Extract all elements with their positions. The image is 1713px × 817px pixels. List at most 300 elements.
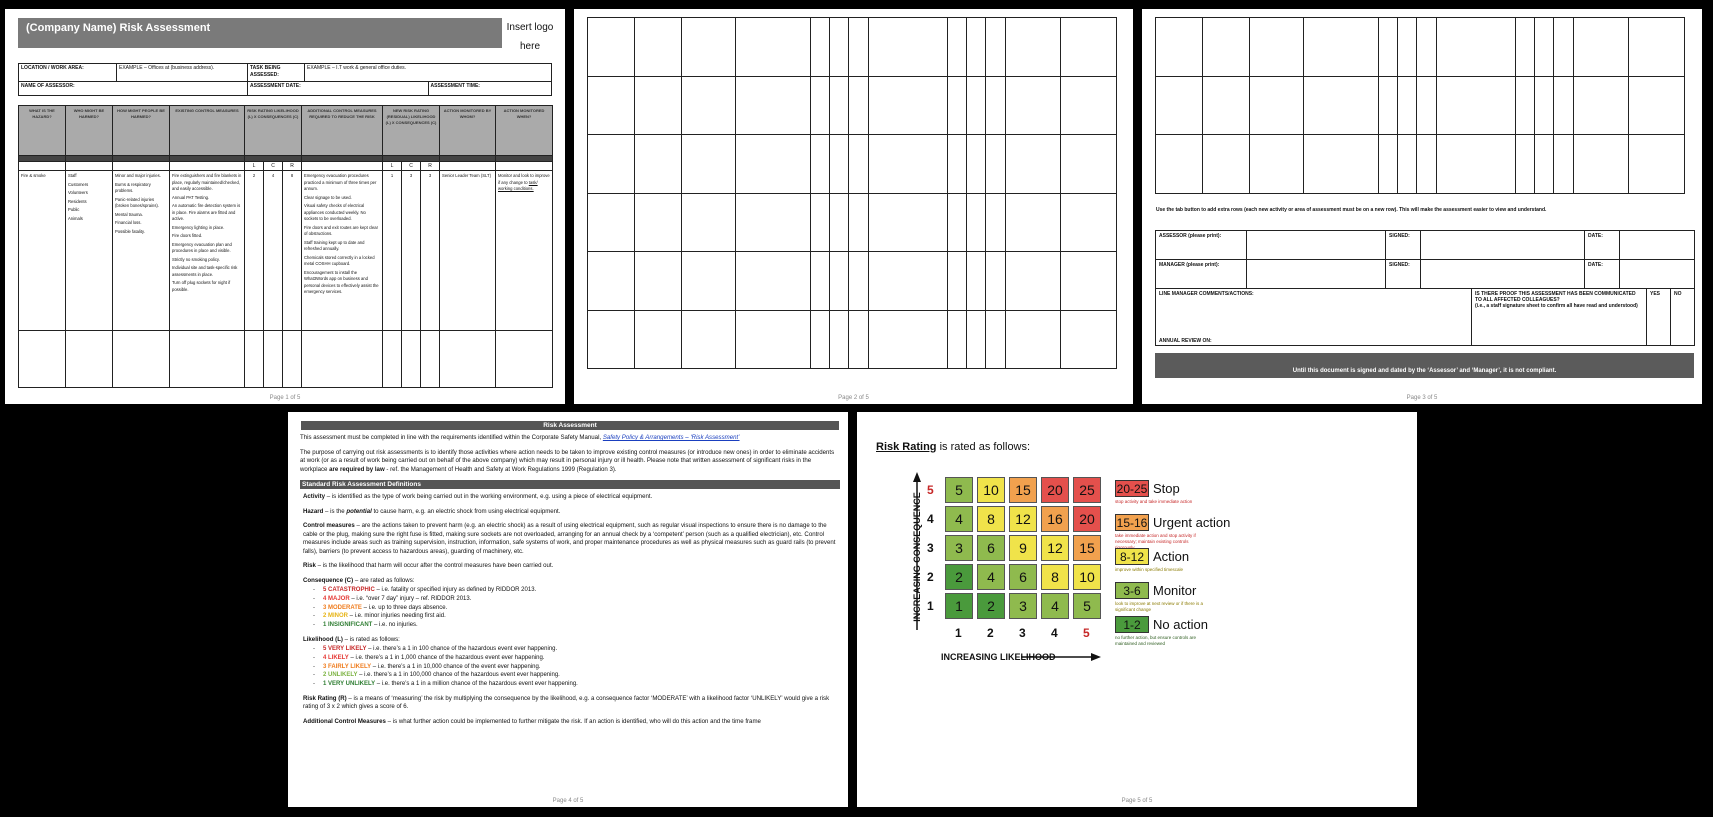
assessor-date-label: DATE:	[1585, 231, 1620, 260]
matrix-cell: 3	[1009, 593, 1037, 619]
empty-cell[interactable]	[1061, 135, 1117, 194]
cell-line: Customers	[68, 181, 89, 187]
empty-cell[interactable]	[588, 310, 635, 369]
who-cell[interactable]	[66, 171, 113, 331]
empty-cell[interactable]	[735, 252, 810, 311]
empty-cell[interactable]	[986, 135, 1005, 194]
empty-cell[interactable]	[635, 135, 682, 194]
cell-line: Individual site and task-specific risk assessments in place.	[172, 265, 238, 277]
empty-cell[interactable]	[1061, 18, 1117, 77]
cell-line: Fire doors fitted.	[172, 233, 203, 238]
empty-cell[interactable]	[1061, 310, 1117, 369]
purpose-text: The purpose of carrying out risk assessments is to identify those activities where action needs to be taken to improve existing control measures (or introduce new ones) in order to eliminate accidents at work (or as a result of work being carried out on behalf of the above company) which may result in personal injury or ill health. Please note that written assessment of significant risks in the workplace	[300, 448, 835, 473]
cell-line: Staff training kept up to date and refreshed annually.	[304, 239, 365, 251]
empty-cell[interactable]	[947, 76, 966, 135]
empty-cell[interactable]	[967, 252, 986, 311]
matrix-cell: 12	[1041, 535, 1069, 561]
empty-cell[interactable]	[1005, 18, 1061, 77]
matrix-cell: 2	[977, 593, 1005, 619]
legend-range: 15-16	[1116, 515, 1148, 530]
matrix-cell: 4	[945, 506, 973, 532]
empty-cell[interactable]	[1629, 18, 1685, 77]
manager-signed-label: SIGNED:	[1386, 260, 1421, 289]
empty-cell[interactable]	[947, 18, 966, 77]
empty-cell[interactable]	[1303, 76, 1378, 135]
empty-cell[interactable]	[1061, 252, 1117, 311]
page-number: Page 4 of 5	[552, 798, 584, 804]
empty-cell[interactable]	[1417, 76, 1436, 135]
empty-cell[interactable]	[1005, 252, 1061, 311]
empty-cell[interactable]	[1156, 135, 1203, 194]
empty-cell[interactable]	[810, 18, 829, 77]
empty-cell[interactable]	[1203, 76, 1250, 135]
definitions-heading: Standard Risk Assessment Definitions	[300, 480, 840, 489]
risk-matrix	[857, 412, 1417, 807]
cell-line: Residents	[68, 198, 87, 204]
legend-range: 8-12	[1115, 548, 1149, 565]
manager-print-label: MANAGER (please print):	[1156, 260, 1247, 289]
empty-cell[interactable]	[849, 135, 868, 194]
empty-cell[interactable]	[1061, 76, 1117, 135]
empty-row	[588, 135, 1117, 194]
cell-line: Strictly no smoking policy.	[172, 256, 220, 262]
additional-term: Additional Control Measures	[303, 717, 386, 725]
header-existing: EXISTING CONTROL MEASURES	[170, 106, 245, 156]
empty-cell[interactable]	[588, 135, 635, 194]
header-risk-rating: RISK RATING LIKELIHOOD (L) X CONSEQUENCES (C)	[245, 106, 302, 156]
risk-term: Risk	[303, 562, 316, 570]
signature-table	[1155, 230, 1695, 289]
assessment-date-label: ASSESSMENT DATE:	[250, 83, 301, 89]
empty-cell[interactable]	[868, 252, 947, 311]
empty-grid[interactable]	[587, 17, 1117, 369]
likelihood-tick: 4	[1051, 626, 1058, 640]
empty-cell[interactable]	[829, 76, 848, 135]
manager-print-field[interactable]	[1247, 260, 1386, 289]
comments-label: LINE MANAGER COMMENTS/ACTIONS:	[1159, 291, 1254, 297]
empty-cell[interactable]	[1535, 76, 1554, 135]
likelihood-tick: 3	[1019, 626, 1026, 640]
consequence-tick: 1	[927, 599, 934, 613]
legend-description: look to improve at next review or if there is a significant change	[1115, 601, 1204, 612]
comments-table	[1155, 288, 1695, 346]
new-risk-cell[interactable]: 3	[421, 171, 440, 331]
cell-line: Staff	[68, 173, 77, 178]
empty-cell[interactable]	[1535, 135, 1554, 194]
empty-cell[interactable]	[967, 135, 986, 194]
empty-cell[interactable]	[635, 310, 682, 369]
control-term: Control measures	[303, 522, 355, 530]
empty-cell[interactable]	[735, 76, 810, 135]
empty-cell[interactable]	[1535, 18, 1554, 77]
empty-cell[interactable]	[1156, 18, 1203, 77]
consequence-desc: – i.e. “over 7 day” injury – ref. RIDDOR 2013.	[349, 596, 472, 603]
empty-cell[interactable]	[682, 193, 736, 252]
matrix-cell: 8	[977, 506, 1005, 532]
proof-question	[1472, 289, 1647, 346]
empty-cell[interactable]	[986, 252, 1005, 311]
page4-body	[300, 434, 840, 732]
empty-cell[interactable]	[1005, 135, 1061, 194]
likelihood-key: 4 LIKELY	[323, 655, 349, 662]
empty-cell[interactable]	[1573, 18, 1629, 77]
empty-cell[interactable]	[1554, 18, 1573, 77]
empty-cell[interactable]	[1303, 135, 1378, 194]
likelihood-term: Likelihood (L)	[303, 635, 343, 643]
legend-description: stop activity and take immediate action	[1115, 499, 1193, 504]
legend-label: Stop	[1153, 481, 1180, 496]
empty-cell[interactable]	[1005, 310, 1061, 369]
likelihood-item	[325, 663, 840, 672]
empty-cell[interactable]	[829, 193, 848, 252]
empty-cell[interactable]	[1436, 76, 1515, 135]
empty-cell[interactable]	[1378, 76, 1397, 135]
empty-cell[interactable]	[1397, 76, 1416, 135]
empty-cell[interactable]	[1378, 18, 1397, 77]
tab-note: Use the tab button to add extra rows (each new activity or area of assessment must be on a new row). This will make the assessment easier to view and understand.	[1156, 207, 1547, 213]
matrix-cell: 16	[1041, 506, 1069, 532]
empty-cell[interactable]	[1554, 76, 1573, 135]
empty-cell[interactable]	[1436, 18, 1515, 77]
risk-assessment-heading: Risk Assessment	[301, 421, 839, 430]
matrix-cell: 2	[945, 564, 973, 590]
cell-line: Emergency lighting in place.	[172, 224, 225, 230]
empty-cell[interactable]	[1554, 135, 1573, 194]
cell-line: Minor and major injuries.	[115, 173, 161, 178]
empty-cell[interactable]	[1515, 135, 1534, 194]
empty-cell[interactable]	[849, 193, 868, 252]
cell-line: Turn off plug sockets for night if possible.	[172, 280, 231, 292]
assessment-time-label: ASSESSMENT TIME:	[430, 83, 480, 89]
empty-row	[588, 193, 1117, 252]
empty-cell[interactable]	[868, 18, 947, 77]
empty-cell[interactable]	[810, 76, 829, 135]
likelihood-key: 5 VERY LIKELY	[323, 646, 367, 653]
def-additional	[303, 718, 840, 727]
empty-cell[interactable]	[1061, 193, 1117, 252]
header-additional: ADDITIONAL CONTROL MEASURES REQUIRED TO REDUCE THE RISK	[302, 106, 383, 156]
consequence-term: Consequence (C)	[303, 576, 354, 584]
assessor-signed-label: SIGNED:	[1386, 231, 1421, 260]
cell-line: Financial loss.	[115, 220, 142, 225]
empty-cell[interactable]	[1378, 135, 1397, 194]
likelihood-tick: 5	[1083, 626, 1090, 640]
safety-policy-link[interactable]: Safety Policy & Arrangements – ‘Risk Assessment’	[602, 434, 740, 441]
empty-cell[interactable]	[1203, 135, 1250, 194]
yes-checkbox[interactable]: YES	[1647, 289, 1671, 346]
consequence-text: – are rated as follows:	[354, 576, 415, 584]
empty-cell[interactable]	[947, 310, 966, 369]
when-link[interactable]: task/ working conditions.	[498, 179, 538, 191]
purpose-ref: - ref. the Management of Health and Safety at Work Regulations 1999 (Regulation 3).	[386, 465, 617, 473]
empty-row	[1156, 135, 1685, 194]
new-consequence-cell[interactable]: 3	[402, 171, 421, 331]
empty-cell[interactable]	[1250, 18, 1304, 77]
matrix-cell: 9	[1009, 535, 1037, 561]
x-axis-label: INCREASING LIKELIHOOD	[941, 652, 1056, 662]
matrix-cell: 20	[1073, 506, 1101, 532]
empty-cell[interactable]	[986, 310, 1005, 369]
assessor-date-field[interactable]	[1620, 231, 1695, 260]
matrix-cell: 1	[945, 593, 973, 619]
page-4	[288, 412, 848, 807]
likelihood-desc: – i.e. there’s a 1 in 10,000 chance of the event ever happening.	[371, 663, 541, 670]
empty-cell[interactable]	[682, 310, 736, 369]
consequence-item	[325, 595, 840, 604]
empty-cell[interactable]	[1417, 135, 1436, 194]
cell-line: Clear signage to be used.	[304, 194, 352, 200]
matrix-cell: 10	[1073, 564, 1101, 590]
def-consequence	[303, 577, 840, 586]
matrix-cell: 3	[945, 535, 973, 561]
monitored-when-cell[interactable]	[496, 171, 553, 331]
activity-term: Activity	[303, 493, 326, 501]
empty-row	[1156, 76, 1685, 135]
empty-cell[interactable]	[1250, 76, 1304, 135]
cell-line: Public	[68, 207, 80, 212]
empty-cell[interactable]	[1005, 76, 1061, 135]
risk-rating-underlined: Risk Rating	[876, 441, 937, 453]
likelihood-key: 1 VERY UNLIKELY	[323, 681, 376, 688]
empty-cell[interactable]	[1629, 76, 1685, 135]
empty-cell[interactable]	[1397, 135, 1416, 194]
assessor-signed-field[interactable]	[1421, 231, 1585, 260]
matrix-cell: 10	[977, 477, 1005, 503]
matrix-cell: 5	[945, 477, 973, 503]
empty-cell[interactable]	[986, 18, 1005, 77]
manager-date-label: DATE:	[1585, 260, 1620, 289]
legend-description: improve within specified timescale	[1115, 567, 1184, 572]
consequence-cell[interactable]: 4	[264, 171, 283, 331]
logo-placeholder[interactable]: Insert logo here	[506, 22, 554, 52]
def-control	[303, 522, 840, 556]
empty-cell[interactable]	[849, 76, 868, 135]
empty-cell[interactable]	[1303, 18, 1378, 77]
likelihood-cell[interactable]: 2	[245, 171, 264, 331]
line-manager-comments[interactable]	[1156, 289, 1472, 346]
cell-line: Volunteers	[68, 190, 88, 195]
risk-rating-rest: is rated as follows:	[939, 441, 1031, 453]
hazard-term: Hazard	[303, 507, 324, 515]
additional-cell[interactable]	[302, 171, 383, 331]
empty-cell[interactable]	[947, 252, 966, 311]
monitored-by-cell[interactable]: Senior Leader Team (SLT)	[440, 171, 496, 331]
empty-cell[interactable]	[849, 310, 868, 369]
proof-label: IS THERE PROOF THIS ASSESSMENT HAS BEEN COMMUNICATED TO ALL AFFECTED COLLEAGUES?	[1475, 291, 1636, 303]
r-label: R	[283, 162, 302, 171]
def-risk	[303, 562, 840, 571]
consequence-tick: 4	[927, 512, 934, 526]
empty-cell[interactable]	[588, 18, 635, 77]
manager-date-field[interactable]	[1620, 260, 1695, 289]
matrix-cell: 6	[977, 535, 1005, 561]
empty-cell[interactable]	[967, 193, 986, 252]
page-5	[857, 412, 1417, 807]
cell-line: Chemicals stored correctly in a locked metal COSHH cupboard.	[304, 254, 375, 266]
consequence-tick: 3	[927, 541, 934, 555]
matrix-cell: 12	[1009, 506, 1037, 532]
empty-cell[interactable]	[1250, 135, 1304, 194]
no-checkbox[interactable]: NO	[1671, 289, 1695, 346]
empty-cell[interactable]	[1573, 76, 1629, 135]
empty-grid[interactable]	[1155, 17, 1685, 194]
task-value[interactable]: EXAMPLE – I.T work & general office duties.	[305, 64, 552, 82]
matrix-cell: 4	[1041, 593, 1069, 619]
consequence-key: 3 MODERATE	[323, 604, 362, 611]
empty-cell[interactable]	[810, 135, 829, 194]
cell-line: Mental trauma.	[115, 211, 143, 217]
empty-cell[interactable]	[810, 310, 829, 369]
empty-cell[interactable]	[967, 310, 986, 369]
consequence-tick: 5	[927, 483, 934, 497]
consequence-item	[325, 586, 840, 595]
empty-cell[interactable]	[588, 252, 635, 311]
page-number: Page 3 of 5	[1406, 395, 1438, 401]
assessor-print-field[interactable]	[1247, 231, 1386, 260]
empty-cell[interactable]	[682, 252, 736, 311]
empty-cell[interactable]	[635, 193, 682, 252]
matrix-cell: 4	[977, 564, 1005, 590]
empty-cell[interactable]	[682, 76, 736, 135]
empty-cell[interactable]	[1397, 18, 1416, 77]
empty-cell[interactable]	[810, 252, 829, 311]
matrix-cell: 25	[1073, 477, 1101, 503]
empty-cell[interactable]	[868, 76, 947, 135]
location-value[interactable]: EXAMPLE – Offices at (business address).	[117, 64, 248, 82]
likelihood-desc: – i.e. there’s a 1 in 100 chance of the hazardous event ever happening.	[366, 646, 558, 653]
new-r-label: R	[421, 162, 440, 171]
manager-signed-field[interactable]	[1421, 260, 1585, 289]
consequence-key: 2 MINOR	[323, 613, 349, 620]
cell-line: Fire doors and exit routes are kept clear of obstructions.	[304, 224, 379, 236]
empty-cell[interactable]	[682, 135, 736, 194]
likelihood-list	[303, 645, 840, 688]
hazard-cell[interactable]: Fire & smoke	[19, 171, 66, 331]
page-1	[5, 9, 565, 404]
empty-row	[588, 310, 1117, 369]
title-bar: (Company Name) Risk Assessment	[18, 18, 502, 48]
header-new-rating: NEW RISK RATING (RESIDUAL) LIKELIHOOD (L) X CONSEQUENCES (C)	[383, 106, 440, 156]
likelihood-text: – is rated as follows:	[344, 635, 400, 643]
empty-row	[588, 76, 1117, 135]
empty-cell[interactable]	[1417, 18, 1436, 77]
cell-line: Possible fatality.	[115, 228, 145, 234]
cell-line: Visual safety checks of electrical appliances conducted weekly. No sockets to be overloaded.	[304, 203, 366, 221]
consequence-item	[325, 604, 840, 613]
header-table	[18, 63, 552, 96]
risk-cell[interactable]: 8	[283, 171, 302, 331]
empty-cell[interactable]	[967, 76, 986, 135]
cell-line: An automatic fire detection system is in place. Fire alarms are fitted and active.	[172, 203, 241, 221]
when-text: Monitor and look to improve if any change to	[498, 173, 550, 185]
matrix-cell: 8	[1041, 564, 1069, 590]
empty-cell[interactable]	[682, 18, 736, 77]
empty-cell[interactable]	[829, 252, 848, 311]
def-activity	[303, 493, 840, 502]
empty-cell[interactable]	[735, 310, 810, 369]
empty-cell[interactable]	[1515, 18, 1534, 77]
likelihood-item	[325, 654, 840, 663]
empty-cell[interactable]	[986, 76, 1005, 135]
empty-cell[interactable]	[735, 18, 810, 77]
empty-cell[interactable]	[947, 193, 966, 252]
empty-cell[interactable]	[986, 193, 1005, 252]
empty-cell[interactable]	[635, 252, 682, 311]
empty-cell[interactable]	[635, 76, 682, 135]
hazard-post: to cause harm, e.g. an electric shock from using electrical equipment.	[373, 507, 561, 515]
empty-cell[interactable]	[849, 18, 868, 77]
empty-cell[interactable]	[1629, 135, 1685, 194]
empty-cell[interactable]	[1573, 135, 1629, 194]
consequence-desc: – i.e. minor injuries needing first aid.	[348, 613, 446, 620]
l-label: L	[245, 162, 264, 171]
empty-cell[interactable]	[1515, 76, 1534, 135]
matrix-cell: 6	[1009, 564, 1037, 590]
def-hazard	[303, 508, 840, 517]
consequence-item	[325, 612, 840, 621]
empty-cell[interactable]	[947, 135, 966, 194]
header-by-whom: ACTION MONITORED BY WHOM?	[440, 106, 496, 156]
empty-cell[interactable]	[849, 252, 868, 311]
empty-cell[interactable]	[829, 18, 848, 77]
header-hazard: WHAT IS THE HAZARD?	[19, 106, 66, 156]
assessor-print-label: ASSESSOR (please print):	[1156, 231, 1247, 260]
empty-cell[interactable]	[1436, 135, 1515, 194]
consequence-tick: 2	[927, 570, 934, 584]
intro-paragraph	[300, 434, 840, 443]
purpose-bold: are required by law	[329, 465, 385, 473]
empty-cell[interactable]	[1156, 76, 1203, 135]
assessor-label: NAME OF ASSESSOR:	[21, 83, 75, 89]
cell-line: Animals	[68, 215, 83, 221]
cell-line: Panic-related injuries (broken bones/sprains).	[115, 196, 159, 208]
existing-cell[interactable]	[170, 171, 245, 331]
empty-cell[interactable]	[735, 135, 810, 194]
likelihood-key: 2 UNLIKELY	[323, 672, 358, 679]
likelihood-item	[325, 671, 840, 680]
empty-cell[interactable]	[635, 18, 682, 77]
empty-cell[interactable]	[810, 193, 829, 252]
legend-range: 1-2	[1115, 616, 1149, 633]
cell-line: Encouragement to install the What3Words app on business and personal devices to effectively assist the emergency services.	[304, 269, 379, 294]
empty-cell[interactable]	[967, 18, 986, 77]
empty-row	[1156, 18, 1685, 77]
consequence-key: 5 CATASTROPHIC	[323, 587, 375, 594]
empty-cell[interactable]	[868, 310, 947, 369]
consequence-key: 1 INSIGNIFICANT	[323, 622, 373, 629]
empty-cell[interactable]	[829, 135, 848, 194]
empty-cell[interactable]	[735, 193, 810, 252]
hazard-potential: potential	[346, 507, 372, 515]
consequence-list	[303, 586, 840, 629]
cell-line: Emergency evacuation plan and procedures in place and visible.	[172, 241, 232, 253]
cell-line: Burns & respiratory problems.	[115, 181, 151, 193]
how-cell[interactable]	[113, 171, 170, 331]
empty-cell[interactable]	[588, 76, 635, 135]
empty-cell[interactable]	[868, 193, 947, 252]
empty-cell[interactable]	[1005, 193, 1061, 252]
legend-label: Monitor	[1153, 583, 1197, 598]
empty-cell[interactable]	[1203, 18, 1250, 77]
empty-cell[interactable]	[829, 310, 848, 369]
purpose-paragraph	[300, 449, 840, 475]
matrix-cell: 20	[1041, 477, 1069, 503]
empty-cell[interactable]	[588, 193, 635, 252]
empty-cell[interactable]	[868, 135, 947, 194]
page-number: Page 2 of 5	[838, 395, 869, 401]
legend-description: no further action, but ensure controls are maintained and reviewed	[1115, 635, 1197, 646]
new-likelihood-cell[interactable]: 1	[383, 171, 402, 331]
